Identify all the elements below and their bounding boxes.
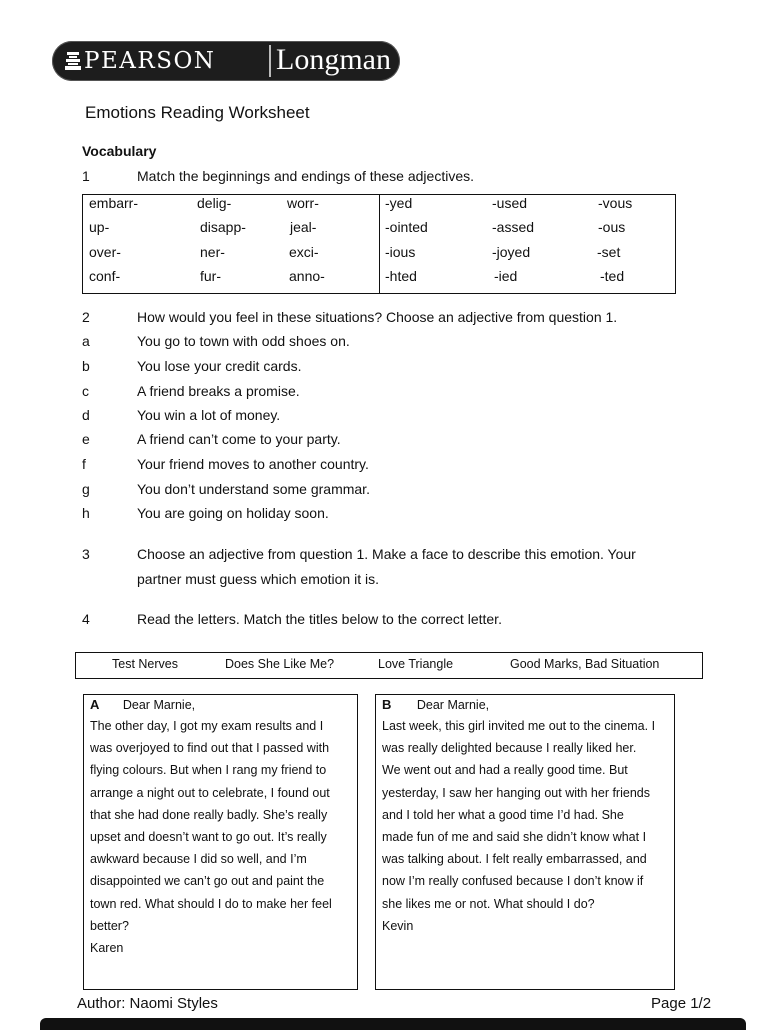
letter-line: and I told her what a good time I’d had. She (382, 807, 624, 822)
letter-line: was really delighted because I really liked her. (382, 741, 637, 756)
title-option: Good Marks, Bad Situation (510, 657, 660, 671)
ending-cell: -set (597, 244, 621, 260)
footer-bar (40, 1018, 746, 1030)
letter-label: A (90, 697, 100, 712)
title-option: Does She Like Me? (225, 657, 335, 671)
ending-cell: -ous (598, 219, 626, 235)
ending-cell: -assed (492, 219, 535, 235)
letter-line: now I’m really confused because I don’t know if (382, 874, 644, 889)
footer-author: Author: Naomi Styles (77, 995, 218, 1012)
q2-item-text: Your friend moves to another country. (137, 456, 369, 472)
q2-item-letter: g (82, 481, 90, 497)
letter-line: better? (90, 918, 129, 933)
q2-item-letter: d (82, 407, 90, 423)
q2-item-letter: b (82, 358, 90, 374)
q4-number: 4 (82, 611, 90, 627)
q2-text: How would you feel in these situations? Choose an adjective from question 1. (137, 309, 618, 325)
q1-number: 1 (82, 168, 90, 184)
ending-cell: -ted (600, 268, 625, 284)
letter-label: B (382, 697, 392, 712)
q2-item-letter: f (82, 456, 86, 472)
letter-signature: Karen (90, 941, 124, 956)
q2-item-text: You go to town with odd shoes on. (137, 333, 350, 349)
logo-imprint: Longman (276, 43, 391, 76)
letter-b (375, 694, 675, 990)
letter-line: she likes me or not. What should I do? (382, 896, 595, 911)
letter-line: Last week, this girl invited me out to the cinema. I (382, 719, 656, 733)
q2-item-text: You lose your credit cards. (137, 358, 302, 374)
beginning-cell: delig- (197, 195, 232, 211)
titles-box (75, 652, 703, 679)
pearson-emblem-icon (64, 50, 82, 72)
beginning-cell: fur- (200, 268, 221, 284)
letter-line: that she had done really badly. She’s really (90, 807, 328, 822)
vocabulary-table (82, 194, 676, 294)
q2-item-text: You win a lot of money. (137, 407, 281, 423)
letter-line: We went out and had a really good time. But (382, 763, 628, 778)
letter-line: disappointed we can’t go out and paint the (90, 874, 325, 889)
letter-body (382, 715, 655, 937)
logo-divider (269, 45, 271, 77)
q1-text: Match the beginnings and endings of these adjectives. (137, 168, 475, 184)
q4-text: Read the letters. Match the titles below to the correct letter. (137, 611, 502, 627)
letter-line: town red. What should I do to make her feel (90, 896, 332, 911)
q2-item-text: A friend breaks a promise. (137, 383, 300, 399)
letter-line: The other day, I got my exam results and I (90, 719, 324, 733)
q2-item-text: A friend can’t come to your party. (137, 431, 341, 447)
beginning-cell: anno- (289, 268, 325, 284)
letter-line: was talking about. I felt really embarrassed, and (382, 852, 647, 867)
beginning-cell: exci- (289, 244, 319, 260)
letter-line: flying colours. But when I rang my friend to (90, 763, 327, 778)
q2-item-text: You don’t understand some grammar. (137, 481, 370, 497)
ending-cell: -yed (385, 195, 413, 211)
beginning-cell: over- (89, 244, 121, 260)
footer-page-number: Page 1/2 (651, 995, 712, 1012)
table-divider (379, 195, 380, 293)
ending-cell: -ied (494, 268, 518, 284)
ending-cell: -ointed (385, 219, 428, 235)
beginning-cell: ner- (200, 244, 225, 260)
beginning-cell: jeal- (290, 219, 317, 235)
q2-number: 2 (82, 309, 90, 325)
q2-item-letter: c (82, 383, 89, 399)
ending-cell: -used (492, 195, 528, 211)
beginning-cell: disapp- (200, 219, 246, 235)
q3-number: 3 (82, 546, 90, 562)
q3-line-1: Choose an adjective from question 1. Make a face to describe this emotion. Your (137, 546, 636, 562)
title-option: Love Triangle (378, 657, 454, 671)
q2-item-letter: a (82, 333, 90, 349)
letter-greeting: Dear Marnie, (122, 698, 196, 712)
beginning-cell: embarr- (89, 195, 139, 211)
letter-line: was overjoyed to find out that I passed with (90, 741, 330, 756)
pearson-longman-logo (52, 41, 428, 81)
letter-a (83, 694, 358, 990)
logo-brand: PEARSON (84, 48, 216, 74)
page-title: Emotions Reading Worksheet (85, 103, 310, 122)
title-option: Test Nerves (112, 657, 178, 671)
beginning-cell: conf- (89, 268, 121, 284)
ending-cell: -ious (385, 244, 416, 260)
letter-greeting: Dear Marnie, (416, 698, 490, 712)
letter-line: arrange a night out to celebrate, I found out (90, 785, 330, 800)
vocabulary-heading: Vocabulary (82, 143, 157, 159)
q3-line-2: partner must guess which emotion it is. (137, 571, 379, 587)
logo-suffix: .com (404, 57, 428, 69)
q2-item-letter: h (82, 505, 90, 521)
ending-cell: -joyed (492, 244, 531, 260)
ending-cell: -vous (598, 195, 633, 211)
beginning-cell: up- (89, 219, 110, 235)
letter-line: awkward because I did so well, and I’m (90, 852, 307, 867)
letter-line: made fun of me and said she didn’t know what I (382, 830, 647, 845)
ending-cell: -hted (385, 268, 417, 284)
letter-line: yesterday, I saw her hanging out with her friends (382, 785, 650, 800)
q2-item-letter: e (82, 431, 90, 447)
letter-line: upset and doesn’t want to go out. It’s really (90, 830, 327, 845)
q2-item-text: You are going on holiday soon. (137, 505, 329, 521)
letter-body (90, 715, 332, 959)
letter-signature: Kevin (382, 918, 414, 933)
beginning-cell: worr- (287, 195, 319, 211)
